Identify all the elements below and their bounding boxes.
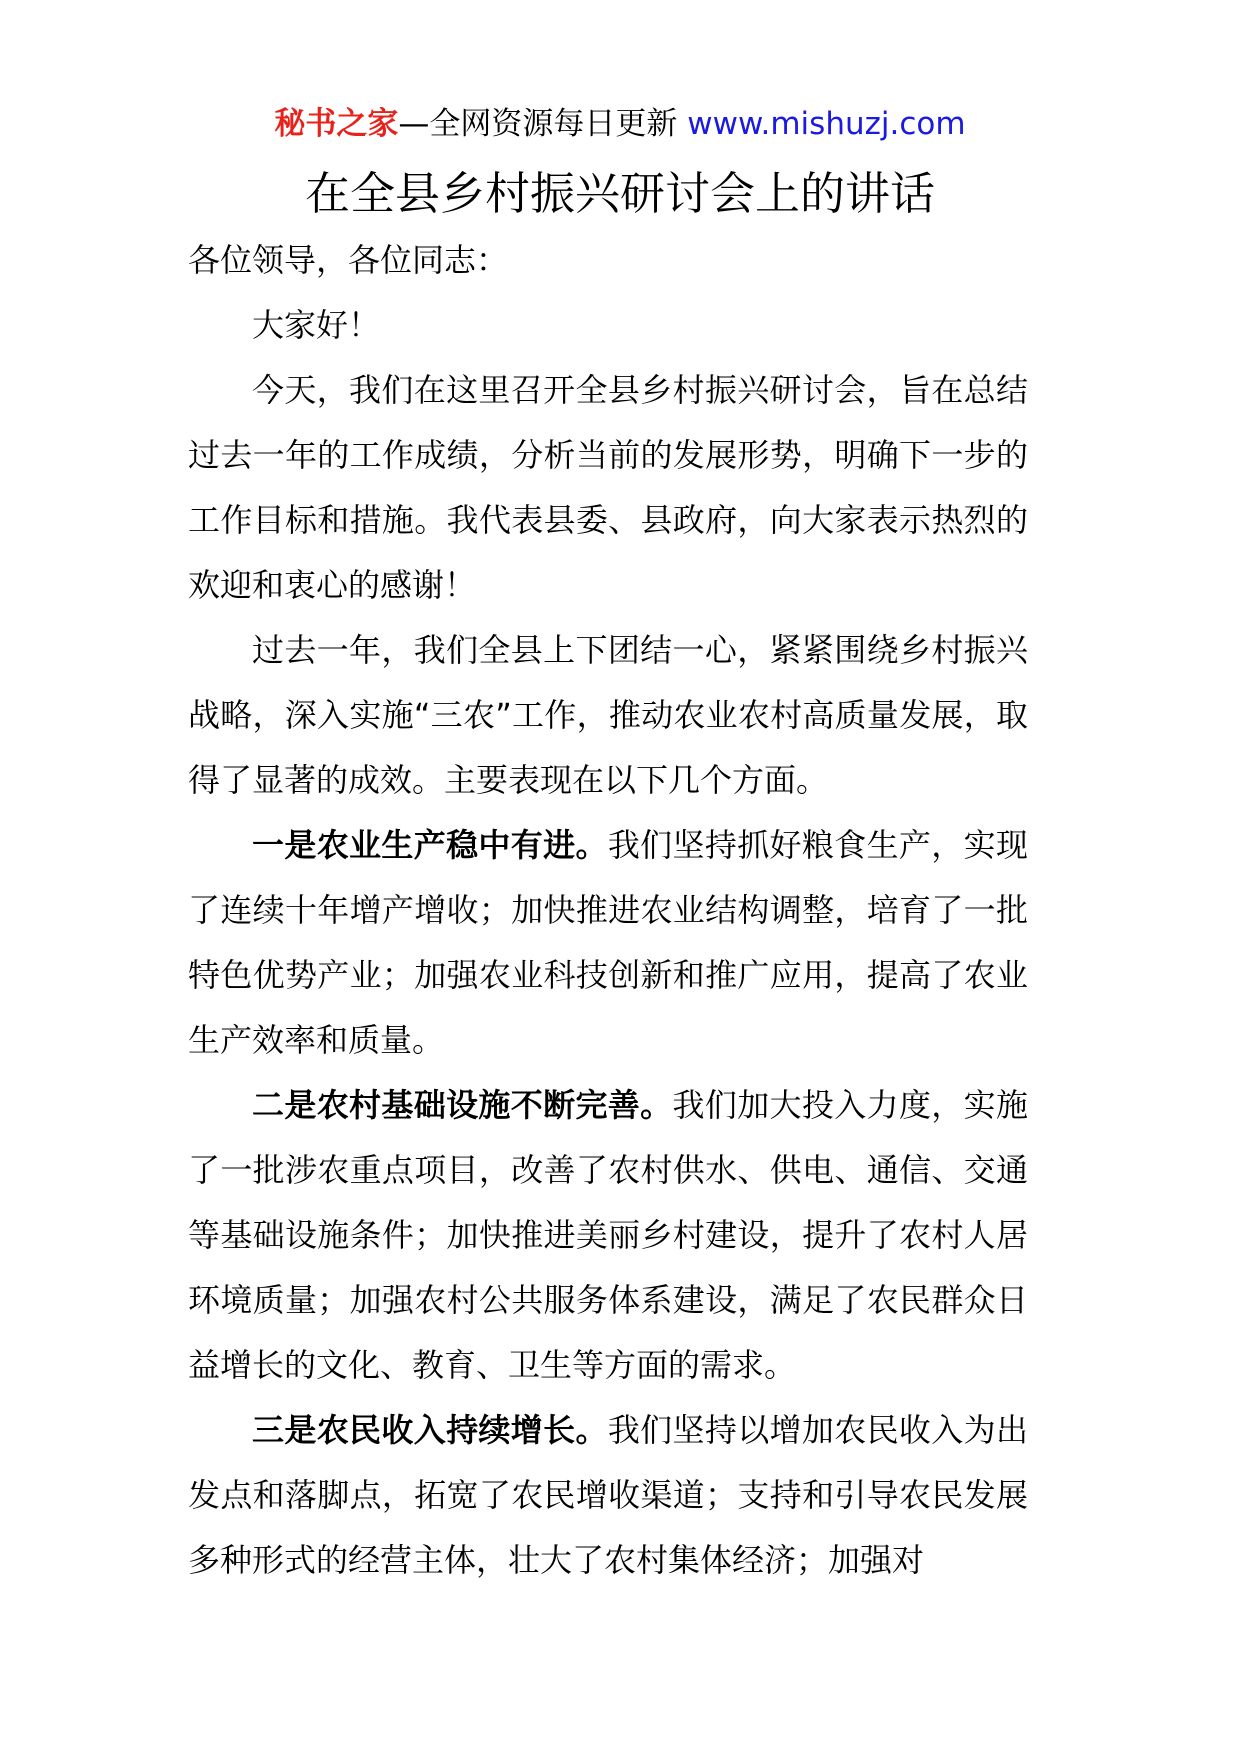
- paragraph-point-3: [188, 1398, 1028, 1593]
- site-header: [0, 102, 1240, 146]
- site-url-link[interactable]: www.mishuzj.com: [687, 106, 966, 142]
- paragraph-greeting: 大家好！: [252, 306, 381, 344]
- point-1-text: 我们坚持抓好粮食生产，实现了连续十年增产增收；加快推进农业结构调整，培育了一批特色优势产业；加强农业科技创新和推广应用，提高了农业生产效率和质量。: [188, 826, 1028, 1059]
- salutation: 各位领导，各位同志：: [188, 241, 509, 279]
- document-title: 在全县乡村振兴研讨会上的讲话: [304, 167, 935, 220]
- site-brand: 秘书之家: [274, 106, 399, 142]
- point-2-heading: 二是农村基础设施不断完善。: [252, 1086, 673, 1124]
- point-3-text: 我们坚持以增加农民收入为出发点和落脚点，拓宽了农民增收渠道；支持和引导农民发展多种形式的经营主体，壮大了农村集体经济；加强对: [188, 1411, 1028, 1579]
- site-tagline: —全网资源每日更新: [398, 106, 678, 142]
- document-body: [188, 228, 1028, 1593]
- paragraph-review: 过去一年，我们全县上下团结一心，紧紧围绕乡村振兴战略，深入实施“三农”工作，推动农业农村高质量发展，取得了显著的成效。主要表现在以下几个方面。: [188, 631, 1028, 799]
- paragraph-point-2: [188, 1073, 1028, 1398]
- point-1-heading: 一是农业生产稳中有进。: [252, 826, 608, 864]
- paragraph-intro: 今天，我们在这里召开全县乡村振兴研讨会，旨在总结过去一年的工作成绩，分析当前的发展形势，明确下一步的工作目标和措施。我代表县委、县政府，向大家表示热烈的欢迎和衷心的感谢！: [188, 371, 1028, 604]
- point-3-heading: 三是农民收入持续增长。: [252, 1411, 608, 1449]
- paragraph-point-1: [188, 813, 1028, 1073]
- point-2-text: 我们加大投入力度，实施了一批涉农重点项目，改善了农村供水、供电、通信、交通等基础设施条件；加快推进美丽乡村建设，提升了农村人居环境质量；加强农村公共服务体系建设，满足了农民群众日益增长的文化、教育、卫生等方面的需求。: [188, 1086, 1028, 1384]
